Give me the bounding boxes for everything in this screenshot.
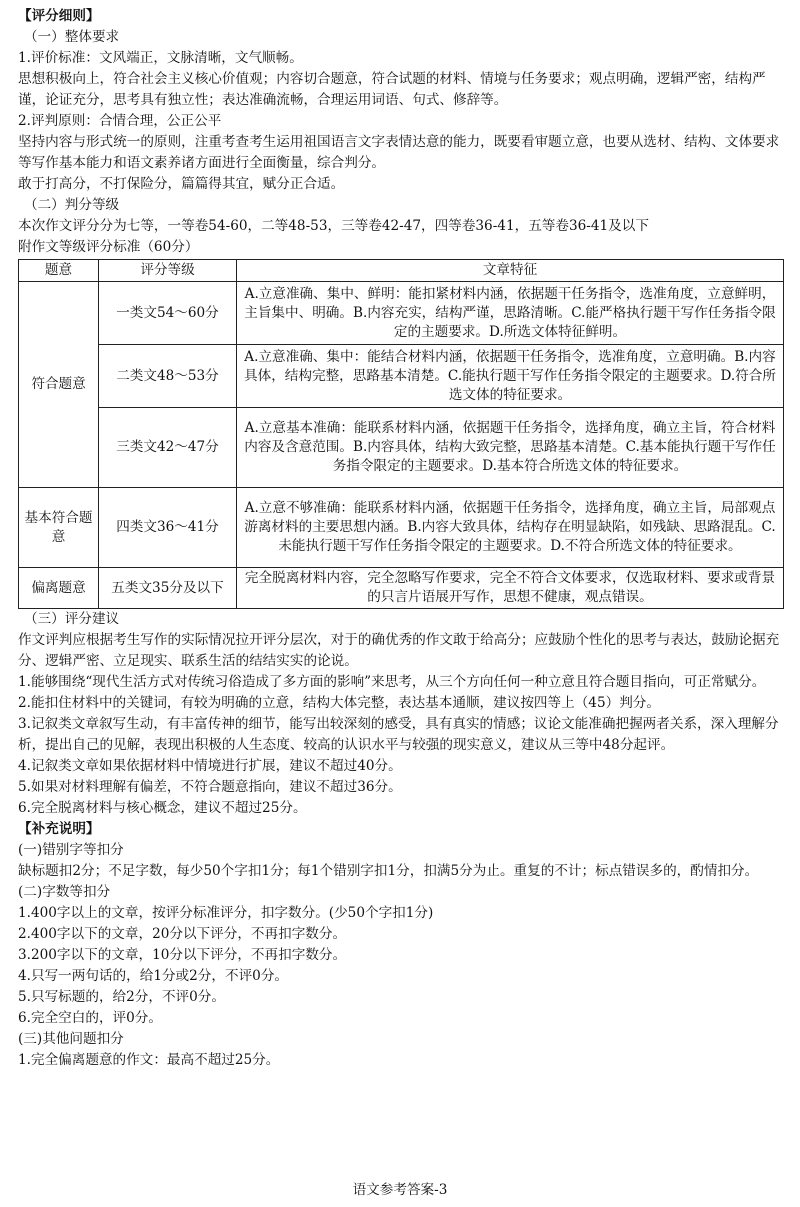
subheading-levels: （二）判分等级: [24, 197, 120, 213]
paragraph: 思想积极向上，符合社会主义核心价值观；内容切合题意，符合试题的材料、情境与任务要求；观点明确，逻辑严密，结构严谨，论证充分，思考具有独立性；表达准确流畅，合理运用词语、句式、修辞等。: [18, 71, 766, 108]
paragraph: 4.记叙类文章如果依据材料中情境进行扩展，建议不超过40分。: [18, 758, 402, 774]
group-cell: 偏离题意: [19, 568, 99, 609]
list-item: 5.只写标题的，给2分，不评0分。: [18, 989, 225, 1005]
list-item: 1.400字以上的文章，按评分标准评分，扣字数分。(少50个字扣1分): [18, 905, 434, 921]
list-item: 3.200字以下的文章，10分以下评分，不再扣字数分。: [18, 947, 347, 963]
paragraph: 敢于打高分，不打保险分，篇篇得其宜，赋分正合适。: [18, 176, 345, 192]
paragraph: 1.能够围绕“现代生活方式对传统习俗造成了多方面的影响”来思考，从三个方向任何一种立意且符合题目指向，可正常赋分。: [18, 674, 766, 690]
paragraph: 1.完全偏离题意的作文：最高不超过25分。: [18, 1052, 280, 1068]
grade-cell: 四类文36～41分: [99, 488, 237, 568]
table-header-row: [19, 260, 784, 282]
group-cell: 基本符合题意: [19, 488, 99, 568]
paragraph: 2.评判原则：合情合理，公正公平: [18, 113, 222, 129]
paragraph: 缺标题扣2分；不足字数，每少50个字扣1分；每1个错别字扣1分，扣满5分为止。重复的不计；标点错误多的，酌情扣分。: [18, 863, 759, 879]
feature-cell: A.立意准确、集中：能结合材料内涵，依据题干任务指令，选准角度，立意明确。B.内容具体，结构完整，思路基本清楚。C.能执行题干写作任务指令限定的主题要求。D.符合所选文体的特征要求。: [237, 345, 784, 408]
subheading-typo: (一)错别字等扣分: [18, 842, 124, 858]
list-item: 6.完全空白的，评0分。: [18, 1010, 162, 1026]
list-item: 2.400字以下的文章，20分以下评分，不再扣字数分。: [18, 926, 347, 942]
table-caption: 附作文等级评分标准（60分）: [18, 239, 199, 255]
answer-page: [18, 6, 784, 1071]
table-row: [19, 282, 784, 345]
feature-cell: A.立意不够准确：能联系材料内涵，依据题干任务指令，选择角度，确立主旨，局部观点游离材料的主要思想内涵。B.内容大致具体，结构存在明显缺陷，如残缺、思路混乱。C.未能执行题干写作任务指令限定的主题要求。D.不符合所选文体的特征要求。: [237, 488, 784, 568]
grade-cell: 三类文42～47分: [99, 408, 237, 488]
feature-cell: A.立意准确、集中、鲜明：能扣紧材料内涵，依据题干任务指令，选准角度，立意鲜明，主旨集中、明确。B.内容充实，结构严谨，思路清晰。C.能严格执行题干写作任务指令限定的主题要求。D.所选文体特征鲜明。: [237, 282, 784, 345]
subheading-advice: （三）评分建议: [24, 611, 120, 627]
table-row: [19, 568, 784, 609]
paragraph: 作文评判应根据考生写作的实际情况拉开评分层次，对于的确优秀的作文敢于给高分；应鼓励个性化的思考与表达，鼓励论据充分、逻辑严密、立足现实、联系生活的结结实实的论说。: [18, 632, 780, 669]
feature-cell: A.立意基本准确：能联系材料内涵，依据题干任务指令，选择角度，确立主旨，符合材料内容及含意范围。B.内容具体，结构大致完整，思路基本清楚。C.基本能执行题干写作任务指令限定的主题要求。D.基本符合所选文体的特征要求。: [237, 408, 784, 488]
table-row: [19, 408, 784, 488]
paragraph: 1.评价标准：文风端正，文脉清晰，文气顺畅。: [18, 50, 303, 66]
grading-table: [18, 259, 784, 609]
paragraph: 坚持内容与形式统一的原则，注重考查考生运用祖国语言文字表情达意的能力，既要看审题立意，也要从选材、结构、文体要求等写作基本能力和语文素养诸方面进行全面衡量，综合判分。: [18, 134, 780, 171]
page-footer: 语文参考答案-3: [352, 1182, 448, 1198]
subheading-overall: （一）整体要求: [24, 29, 120, 45]
header-cell-topic: 题意: [19, 260, 99, 282]
table-row: [19, 488, 784, 568]
header-cell-features: 文章特征: [237, 260, 784, 282]
grade-cell: 一类文54～60分: [99, 282, 237, 345]
section-heading-rules: 【评分细则】: [18, 8, 100, 24]
subheading-count: (二)字数等扣分: [18, 884, 111, 900]
subheading-other: (三)其他问题扣分: [18, 1031, 124, 1047]
paragraph: 3.记叙类文章叙写生动，有丰富传神的细节，能写出较深刻的感受，具有真实的情感；议论文能准确把握两者关系，深入理解分析，提出自己的见解，表现出积极的人生态度、较高的认识水平与较强的现实意义，建议从三等中48分起评。: [18, 716, 779, 753]
grade-cell: 五类文35分及以下: [99, 568, 237, 609]
list-item: 4.只写一两句话的，给1分或2分，不评0分。: [18, 968, 289, 984]
group-cell: 符合题意: [19, 282, 99, 488]
paragraph: 6.完全脱离材料与核心概念，建议不超过25分。: [18, 800, 307, 816]
paragraph: 本次作文评分分为七等，一等卷54-60，二等48-53，三等卷42-47，四等卷36-41，五等卷36-41及以下: [18, 218, 649, 234]
header-cell-grade: 评分等级: [99, 260, 237, 282]
paragraph: 2.能扣住材料中的关键词，有较为明确的立意，结构大体完整，表达基本通顺，建议按四等上（45）判分。: [18, 695, 660, 711]
feature-cell: 完全脱离材料内容，完全忽略写作要求，完全不符合文体要求，仅选取材料、要求或背景的只言片语展开写作，思想不健康，观点错误。: [237, 568, 784, 609]
section-heading-supplement: 【补充说明】: [18, 821, 100, 837]
paragraph: 5.如果对材料理解有偏差，不符合题意指向，建议不超过36分。: [18, 779, 402, 795]
grade-cell: 二类文48～53分: [99, 345, 237, 408]
table-row: [19, 345, 784, 408]
